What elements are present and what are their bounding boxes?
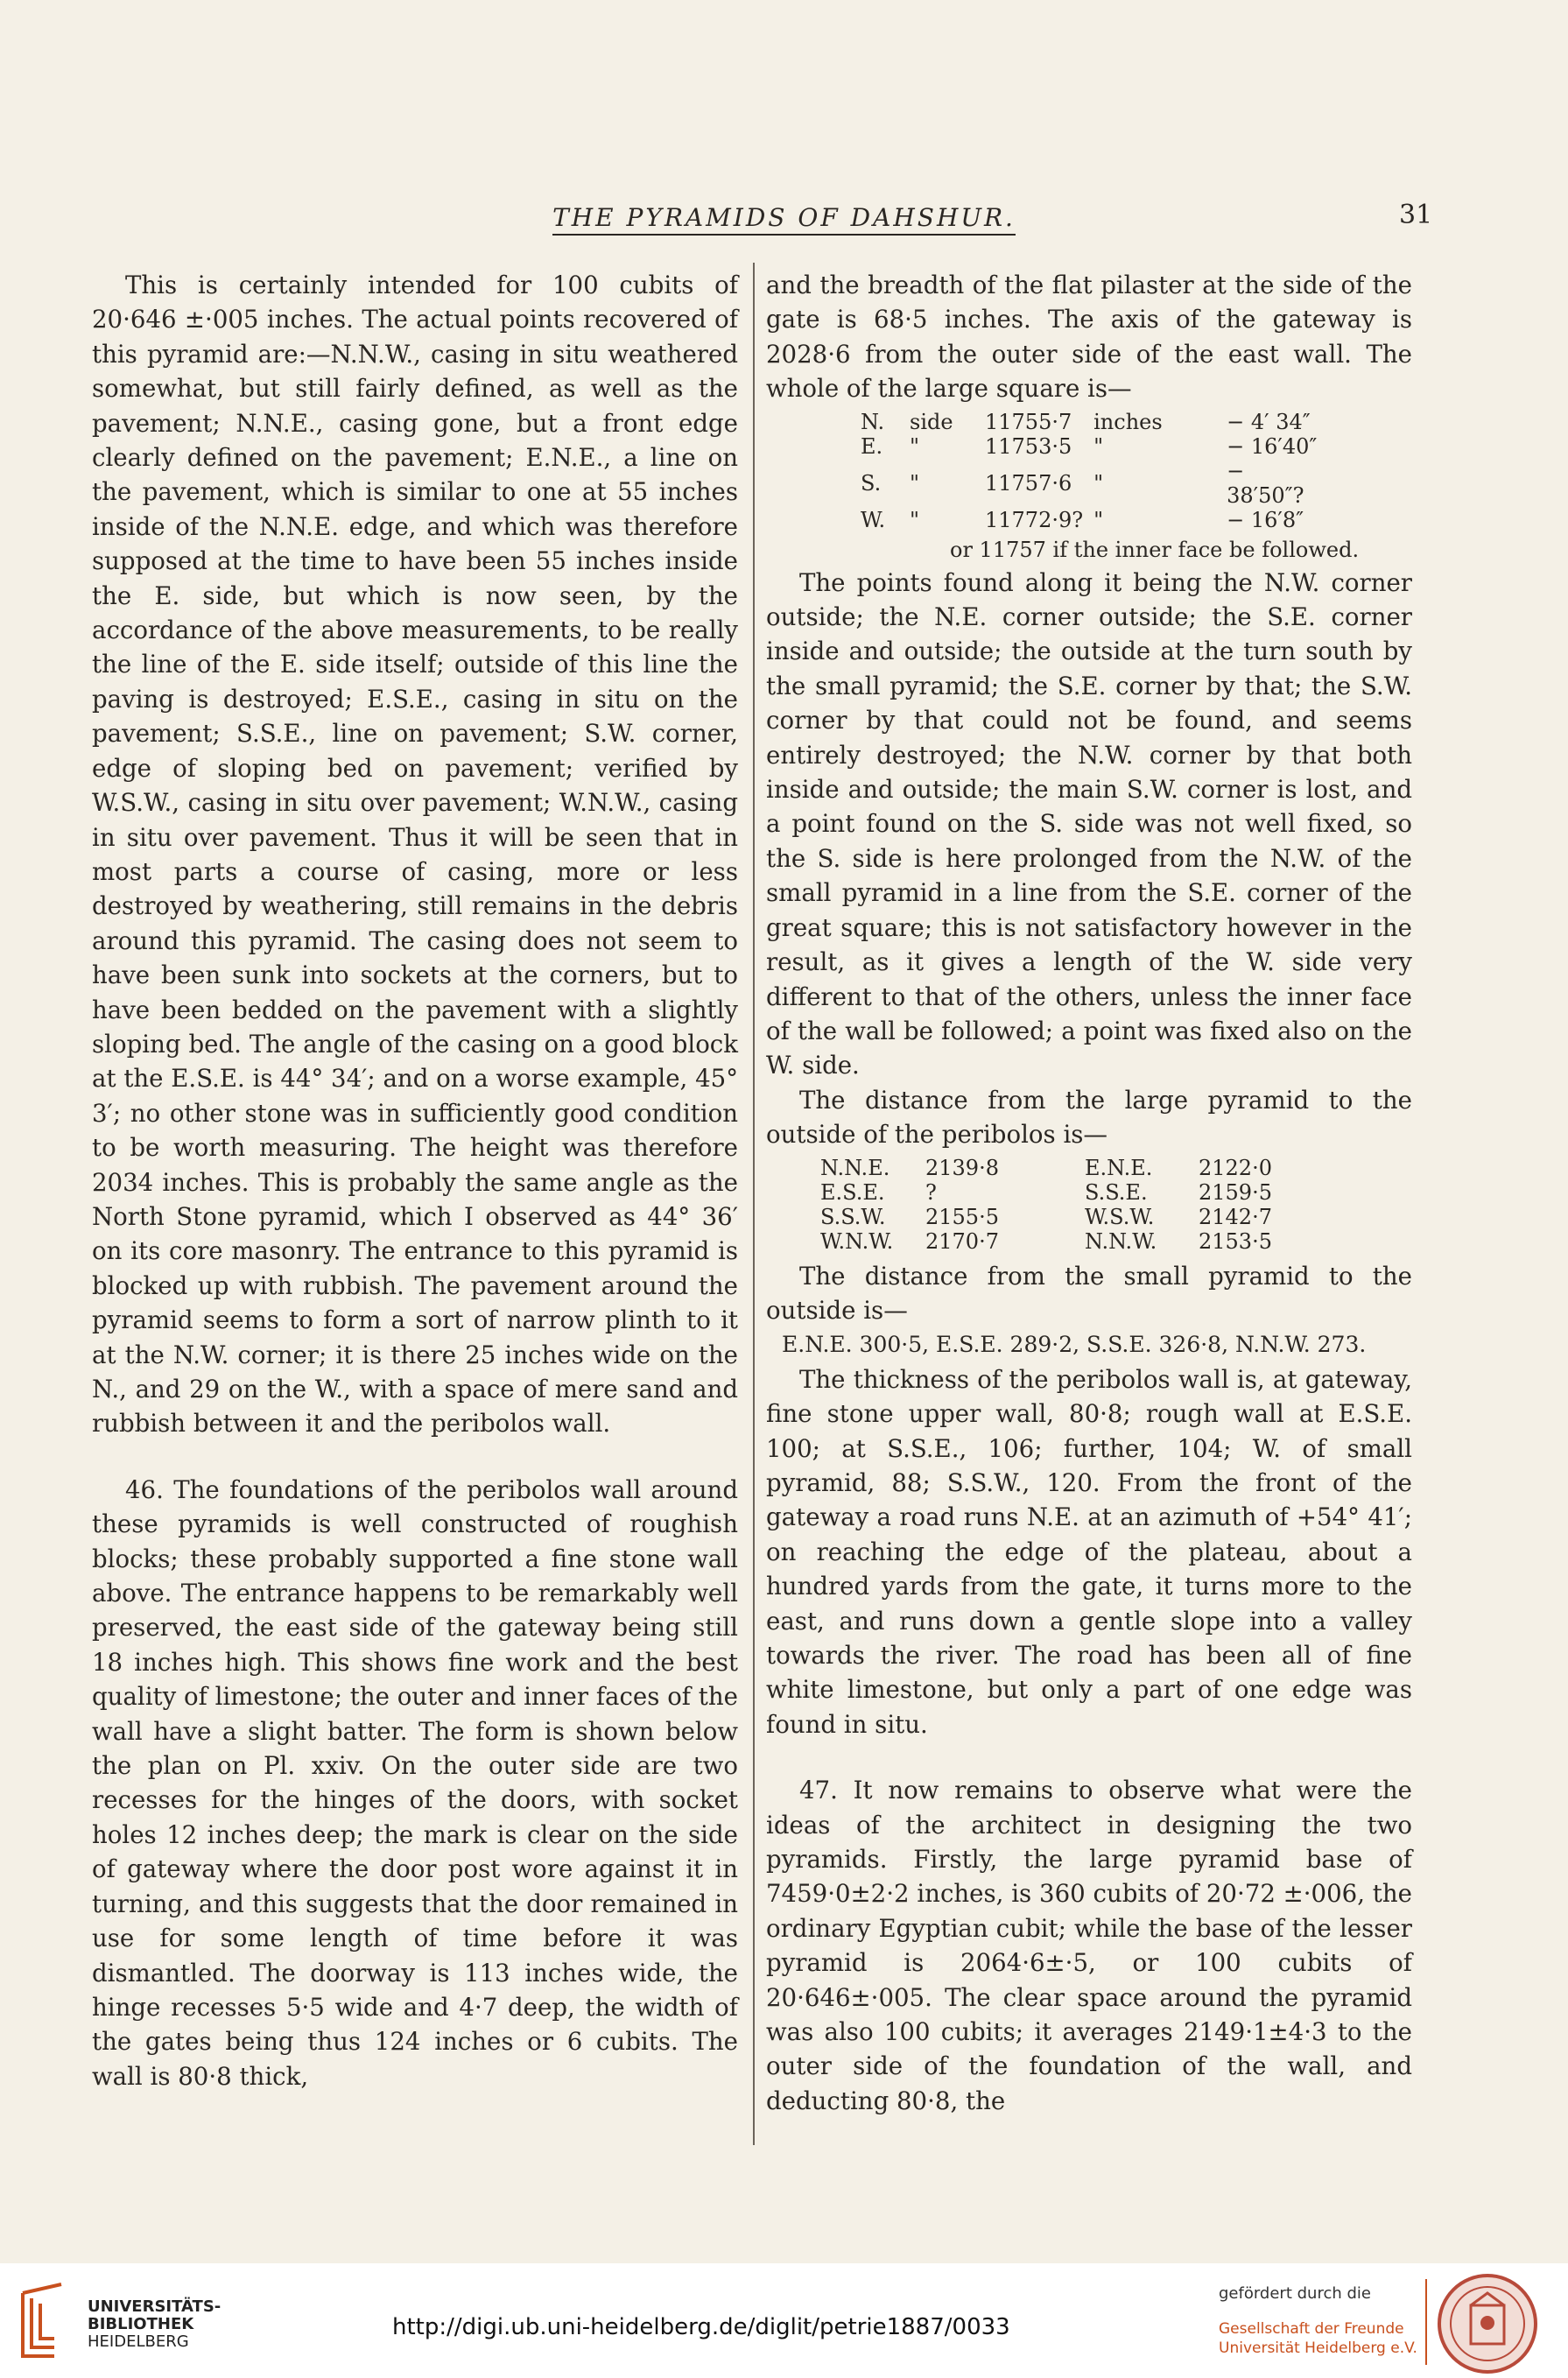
cell-value: 2139·8 [925, 1155, 999, 1180]
library-name-line: HEIDELBERG [88, 2332, 189, 2351]
peribolos-distance-table [820, 1156, 1283, 1254]
paragraph: The distance from the small pyramid to the outside is— [766, 1261, 1412, 1325]
sponsor-name-line: Gesellschaft der Freunde [1219, 2320, 1404, 2338]
section-47-paragraph: 47. It now remains to observe what were the ideas of the architect in designing the two pyramids. Firstly, the large pyramid base of 7459·0±2·2 inches, is 360 cubits of 20·72 ±·006, the ordinary Egyptian cubit; while the base of the lesser pyramid is 2064·6±·5, or 100 cubits of 20·646±·005. The clear space around the pyramid was also 100 cubits; it averages 2149·1±4·3 to the outer side of the foundation of the wall, and deducting 80·8, the [766, 1776, 1412, 2115]
sponsor-name-line: Universität Heidelberg e.V. [1219, 2339, 1417, 2357]
distance-list: E.N.E. 300·5, E.S.E. 289·2, S.S.E. 326·8, N.N.W. 273. [782, 1332, 1367, 1358]
cell-value: ? [925, 1179, 937, 1205]
column-divider [753, 263, 755, 2145]
cell-direction: S. [861, 470, 882, 496]
cell-direction: W.S.W. [1085, 1204, 1155, 1229]
library-name [88, 2298, 221, 2351]
cell-value: 2122·0 [1199, 1155, 1272, 1180]
sponsor-label: gefördert durch die [1219, 2284, 1371, 2303]
cell-angle: − 4′ 34″ [1227, 409, 1311, 434]
cell-angle: − 16′8″ [1227, 507, 1304, 532]
cell-direction: W. [861, 507, 886, 532]
cell-label: side [910, 409, 953, 434]
cell-value: 2153·5 [1199, 1228, 1272, 1254]
cell-direction: E. [861, 433, 883, 459]
cell-direction: N.N.E. [820, 1155, 890, 1180]
cell-angle: − 38′50″? [1227, 458, 1304, 508]
paragraph: The thickness of the peribolos wall is, at gateway, fine stone upper wall, 80·8; rough wall at E.S.E. 100; at S.S.E., 106; further, 104; W. of small pyramid, 88; S.S.W., 120. From the front of the gateway a road runs N.E. at an azimuth of +54° 41′; on reaching the edge of the plateau, about a hundred yards from the gate, it turns more to the east, and runs down a gentle slope into a valley towards the river. The road has been all of fine white limestone, but only a part of one edge was found in situ. [766, 1364, 1412, 1739]
sponsor-name [1219, 2319, 1417, 2358]
table-row [861, 459, 1333, 508]
cell-value: 2159·5 [1199, 1179, 1272, 1205]
right-column [766, 268, 1412, 2118]
running-title: THE PYRAMIDS OF DAHSHUR. [552, 203, 1016, 236]
section-46-paragraph: 46. The foundations of the peribolos wall around these pyramids is well constructed of roughish blocks; these probably supported a fine stone wall above. The entrance happens to be remarkably well preserved, the east side of the gateway being still 18 inches high. This shows fine work and the best quality of limestone; the outer and inner faces of the wall have a slight batter. The form is shown below the plan on Pl. xxiv. On the outer side are two recesses for the hinges of the doors, with socket holes 12 inches deep; the mark is clear on the side of gateway where the door post wore against it in turning, and this suggests that the door remained in use for some length of time before it was dismantled. The doorway is 113 inches wide, the hinge recesses 5·5 wide and 4·7 deep, the width of the gates being thus 124 inches or 6 cubits. The wall is 80·8 thick, [92, 1474, 738, 2091]
footer-divider [1425, 2279, 1427, 2365]
library-name-line: UNIVERSITÄTS- [88, 2297, 221, 2316]
cell-value: 2155·5 [925, 1204, 999, 1229]
cell-unit: " [1093, 507, 1104, 532]
library-name-line: BIBLIOTHEK [88, 2315, 194, 2333]
table-note: or 11757 if the inner face be followed. [950, 537, 1360, 562]
cell-direction: E.S.E. [820, 1179, 885, 1205]
cell-value: 11755·7 [985, 409, 1072, 434]
cell-unit: inches [1093, 409, 1163, 434]
cell-value: 11757·6 [985, 470, 1072, 496]
cell-label: " [910, 470, 920, 496]
table-row [820, 1229, 1283, 1254]
paragraph: and the breadth of the flat pilaster at the side of the gate is 68·5 inches. The axis of the gateway is 2028·6 from the outer side of the east wall. The whole of the large square is— [766, 271, 1412, 404]
square-sides-table [861, 410, 1333, 532]
cell-value: 11772·9? [985, 507, 1084, 532]
left-column [92, 268, 738, 2093]
cell-label: " [910, 433, 920, 459]
source-url-link[interactable]: http://digi.ub.uni-heidelberg.de/diglit/petrie1887/0033 [392, 2314, 1010, 2340]
table-row [820, 1180, 1283, 1205]
cell-angle: − 16′40″ [1227, 433, 1318, 459]
cell-direction: E.N.E. [1085, 1155, 1153, 1180]
running-head [0, 203, 1568, 236]
table-row [861, 434, 1333, 459]
table-row [861, 410, 1333, 434]
table-row [861, 508, 1333, 532]
paragraph: This is certainly intended for 100 cubits of 20·646 ±·005 inches. The actual points recovered of this pyramid are:—N.N.W., casing in situ weathered somewhat, but still fairly defined, as well as the pavement; N.N.E., casing gone, but a front edge clearly defined on the pavement; E.N.E., a line on the pavement, which is similar to one at 55 inches inside of the N.N.E. edge, and which was therefore supposed at the time to have been 55 inches inside the E. side, but which is now seen, by the accordance of the above measurements, to be really the line of the E. side itself; outside of this line the paving is destroyed; E.S.E., casing in situ on the pavement; S.S.E., line on pavement; S.W. corner, edge of sloping bed on pavement; verified by W.S.W., casing in situ over pavement; W.N.W., casing in situ over pavement. Thus it will be seen that in most parts a course of casing, more or less destroyed by weathering, still remains in the debris around this pyramid. The casing does not seem to have been sunk into sockets at the corners, but to have been bedded on the pavement with a slightly sloping bed. The angle of the casing on a good block at the E.S.E. is 44° 34′; and on a worse example, 45° 3′; no other stone was in sufficiently good condition to be worth measuring. The height was therefore 2034 inches. This is probably the same angle as the North Stone pyramid, which I observed as 44° 36′ on its core masonry. The entrance to this pyramid is blocked up with rubbish. The pavement around the pyramid seems to form a sort of narrow plinth to it at the N.W. corner; it is there 25 inches wide on the N., and 29 on the W., with a space of mere sand and rubbish between it and the peribolos wall. [92, 271, 738, 1439]
paragraph: The distance from the large pyramid to the outside of the peribolos is— [766, 1085, 1412, 1150]
university-seal-icon [1436, 2272, 1539, 2375]
cell-value: 2170·7 [925, 1228, 999, 1254]
digitization-footer [0, 2263, 1568, 2378]
table-row [820, 1205, 1283, 1229]
table-row [820, 1156, 1283, 1180]
cell-value: 11753·5 [985, 433, 1072, 459]
cell-value: 2142·7 [1199, 1204, 1272, 1229]
cell-direction: S.S.E. [1085, 1179, 1148, 1205]
cell-unit: " [1093, 470, 1104, 496]
cell-direction: N. [861, 409, 885, 434]
cell-label: " [910, 507, 920, 532]
cell-direction: S.S.W. [820, 1204, 886, 1229]
cell-direction: W.N.W. [820, 1228, 894, 1254]
paragraph: The points found along it being the N.W. corner outside; the N.E. corner outside; the S.E. corner inside and outside; the outside at the turn south by the small pyramid; the S.E. corner by that; the S.W. corner by that could not be found, and seems entirely destroyed; the N.W. corner by that both inside and outside; the main S.W. corner is lost, and a point found on the S. side was not well fixed, so the S. side is here prolonged from the N.W. of the small pyramid in a line from the S.E. corner of the great square; this is not satisfactory however in the result, as it gives a length of the W. side very different to that of the others, unless the inner face of the wall be followed; a point was fixed also on the W. side. [766, 567, 1412, 1080]
cell-direction: N.N.W. [1085, 1228, 1157, 1254]
cell-unit: " [1093, 433, 1104, 459]
page-number: 31 [1399, 200, 1433, 230]
library-logo-icon [16, 2281, 81, 2365]
